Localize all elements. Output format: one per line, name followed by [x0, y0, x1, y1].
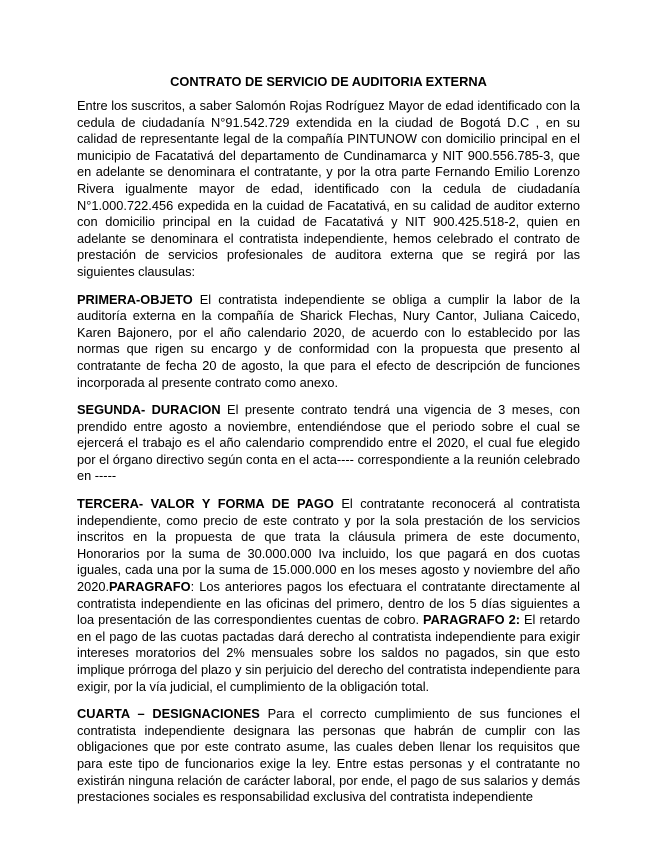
clause-text: El presente contrato tendrá una vigencia de 3 meses, con prendido entre agosto a noviembre, entendiéndose que el periodo sobre el cual se ejercerá el trabajo es el año calendario comprendido entre el 2020, el cual fue elegido por el órgano directivo según conta en el acta---- correspondiente a la reunión celebrado en ----- [77, 402, 580, 484]
clause-text: El contratante reconocerá al contratista independiente, como precio de este contrato y por la sola prestación de los servicios inscritos en la propuesta de que trata la cláusula primera de este documento, Honorarios por la suma de 30.000.000 Iva incluido, los que pagará en dos cuotas iguales, cada una por la suma de 15.000.000 en los meses agosto y noviembre del año 2020. [77, 496, 580, 595]
clause-heading: PRIMERA-OBJETO [77, 291, 193, 307]
clause-text: El contratista independiente se obliga a cumplir la labor de la auditoría externa en la compañía de Sharick Flechas, Nury Cantor, Juliana Caicedo, Karen Bajonero, por el año calendario 2020, de acuerdo con lo establecido por las normas que rigen su encargo y de conformidad con la propuesta que presento al contratante de fecha 20 de agosto, la que para el efecto de descripción de funciones incorporada al presente contrato como anexo. [77, 291, 580, 390]
paragrafo-text: : Los anteriores pagos los efectuara el contratante directamente al contratista independiente en las oficinas del primero, dentro de los 5 días siguientes a loa presentación de las correspondientes cuentas de cobro. [77, 579, 580, 628]
paragrafo-2-heading: PARAGRAFO 2: [423, 612, 520, 628]
paragrafo-2-text: El retardo en el pago de las cuotas pactadas dará derecho al contratista independiente para exigir intereses moratorios del 2% mensuales sobre los saldos no pagados, sin que esto implique prórroga del plazo y sin perjuicio del derecho del contratista independiente para exigir, por la vía judicial, el cumplimiento de la obligación total. [77, 612, 580, 694]
document-page [77, 73, 580, 817]
clause-heading: CUARTA – DESIGNACIONES [77, 706, 260, 722]
clause-heading: SEGUNDA- DURACION [77, 402, 221, 418]
clause-segunda [77, 402, 580, 485]
clause-text: Para el correcto cumplimiento de sus funciones el contratista independiente designara las personas que habrán de cumplir con las obligaciones que por este contrato asume, las cuales deben llenar los requisitos que para este tipo de funcionarios exige la ley. Entre estas personas y el contratante no existirán ninguna relación de carácter laboral, por ende, el pago de sus salarios y demás prestaciones sociales es responsabilidad exclusiva del contratista independiente [77, 706, 581, 805]
paragrafo-heading: PARAGRAFO [109, 579, 191, 595]
intro-paragraph: Entre los suscritos, a saber Salomón Rojas Rodríguez Mayor de edad identificado con la cedula de ciudadanía N°91.542.729 extendida en la ciudad de Bogotá D.C , en su calidad de representante legal de la compañía PINTUNOW con domicilio principal en el municipio de Facatativá del departamento de Cundinamarca y NIT 900.556.785-3, que en adelante se denominara el contratante, y por la otra parte Fernando Emilio Lorenzo Rivera igualmente mayor de edad, identificado con la cedula de ciudadanía N°1.000.722.456 expedida en la cuidad de Facatativá, en su calidad de auditor externo con domicilio principal en la cuidad de Facatativá y NIT 900.425.518-2, quien en adelante se denominara el contratista independiente, hemos celebrado el contrato de prestación de servicios profesionales de auditora externa que se regirá por las siguientes clausulas: [77, 98, 580, 279]
clause-primera [77, 292, 580, 392]
contract-title: CONTRATO DE SERVICIO DE AUDITORIA EXTERNA [170, 74, 487, 89]
clause-heading: TERCERA- VALOR Y FORMA DE PAGO [77, 496, 334, 512]
clause-tercera [77, 496, 580, 695]
clause-cuarta [77, 706, 580, 806]
